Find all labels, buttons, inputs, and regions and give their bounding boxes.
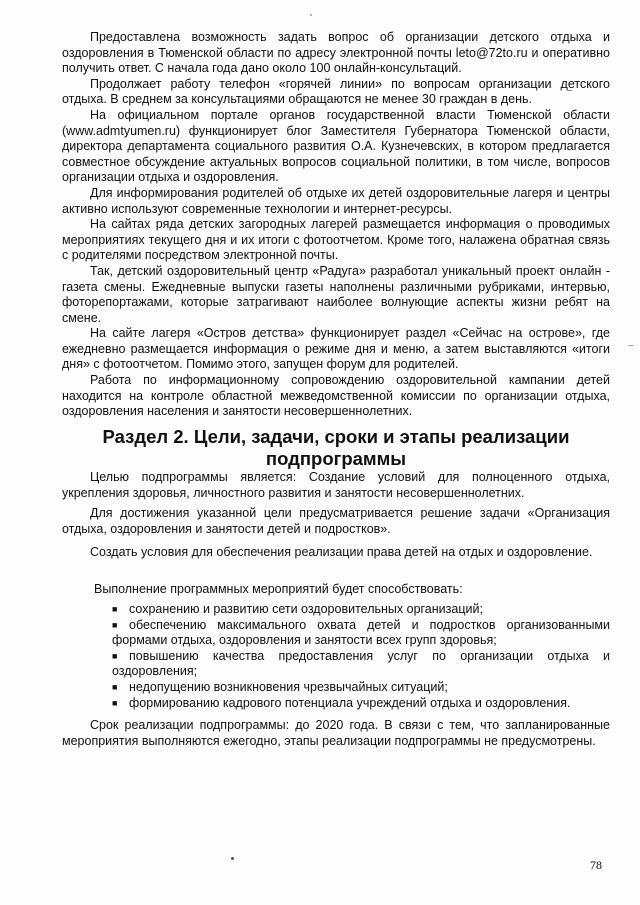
section-heading-line: Раздел 2. Цели, задачи, сроки и этапы реализации <box>102 426 570 447</box>
goal-section <box>62 470 610 501</box>
list-item-text: сохранению и развитию сети оздоровительных организаций; <box>129 602 483 616</box>
paragraph-parents-information: Для информирования родителей об отдыхе их детей оздоровительные лагеря и центры активно используют современные технологии и интернет-ресурсы. <box>62 185 610 216</box>
paragraph-raduga-center: Так, детский оздоровительный центр «Радуга» разработал уникальный проект онлайн - газета смены. Ежедневные выпуски газеты наполнены различными рубриками, интервью, фоторепортажами, которые затрагивают наиболее волнующие аспекты жизни ребят на смене. <box>62 263 610 325</box>
bullet-icon: ■ <box>112 681 118 692</box>
bullet-icon: ■ <box>112 650 118 661</box>
paragraph-goal: Целью подпрограммы является: Создание условий для полноценного отдыха, укрепления здоровья, личностного развития и занятости несовершеннолетних. <box>62 470 610 500</box>
paragraph-hotline: Продолжает работу телефон «горячей линии» по вопросам организации детского отдыха. В среднем за консультациями обращаются не менее 30 граждан в день. <box>62 76 610 107</box>
list-item-text: обеспечению максимального охвата детей и подростков организованными формами отдыха, оздоровления и занятости всех групп здоровья; <box>112 617 610 648</box>
list-item-text: недопущению возникновения чрезвычайных ситуаций; <box>129 679 448 694</box>
paragraph-ostrov-detstva: На сайте лагеря «Остров детства» функционирует раздел «Сейчас на острове», где ежедневно размещается информация о режиме дня и меню, а затем выставляются «итоги дня» с фотоотчетом. Помимо этого, запущен форум для родителей. <box>62 326 610 372</box>
paragraph-conditions: Создать условия для обеспечения реализации права детей на отдых и оздоровление. <box>90 545 593 559</box>
outcomes-intro-section <box>62 582 610 598</box>
scan-speck <box>628 345 634 346</box>
paragraph-implementation-term: Срок реализации подпрограммы: до 2020 года. В связи с тем, что запланированные мероприятия выполняются ежегодно, этапы реализации подпрограммы не предусмотрены. <box>62 718 610 748</box>
paragraph-email-consultations: Предоставлена возможность задать вопрос об организации детского отдыха и оздоровления в Тюменской области по адресу электронной почты leto@72to.ru и оперативно получить ответ. С начала года дано около 100 онлайн-консультаций. <box>62 30 610 76</box>
page-number: 78 <box>590 858 602 872</box>
section-heading <box>62 426 610 470</box>
scan-speck <box>310 14 312 16</box>
paragraph-outcomes-intro: Выполнение программных мероприятий будет способствовать: <box>94 582 463 596</box>
intro-section <box>62 30 610 420</box>
outcomes-list <box>62 602 610 711</box>
paragraph-camp-websites: На сайтах ряда детских загородных лагерей размещается информация о проводимых мероприятиях текущего дня и их итоги с фотоотчетом. Кроме того, налажена обратная связь с родителями посредством электронной почты. <box>62 217 610 263</box>
list-item-text: повышению качества предоставления услуг по организации отдыха и оздоровления; <box>112 648 610 679</box>
paragraph-information-support: Работа по информационному сопровождению оздоровительной кампании детей находится на контроле областной межведомственной комиссии по организации отдыха, оздоровления населения и занятости несовершеннолетних. <box>62 373 610 419</box>
paragraph-task: Для достижения указанной цели предусматривается решение задачи «Организация отдыха, оздоровления и занятости детей и подростков». <box>62 506 610 536</box>
bullet-icon: ■ <box>112 697 118 708</box>
bullet-icon: ■ <box>112 619 118 630</box>
task-section <box>62 506 610 537</box>
list-item-text: формированию кадрового потенциала учреждений отдыха и оздоровления. <box>129 695 571 710</box>
paragraph-official-portal: На официальном портале органов государственной власти Тюменской области (www.admtyumen.ru) функционирует блог Заместителя Губернатора Тюменской области, директора департамента социального развития О.А. Кузнечевских, в котором предлагается совместное обсуждение актуальных вопросов социальной политики, в том числе, вопросов организации отдыха и оздоровления. <box>62 107 610 185</box>
scan-speck <box>231 857 234 860</box>
list-item <box>62 602 610 618</box>
list-item <box>62 649 610 680</box>
list-item <box>62 680 610 696</box>
list-item <box>62 618 610 649</box>
bullet-icon: ■ <box>112 604 118 614</box>
term-section <box>62 718 610 749</box>
section-heading-line: подпрограммы <box>265 448 407 469</box>
list-item <box>62 696 610 712</box>
conditions-section <box>62 545 610 561</box>
